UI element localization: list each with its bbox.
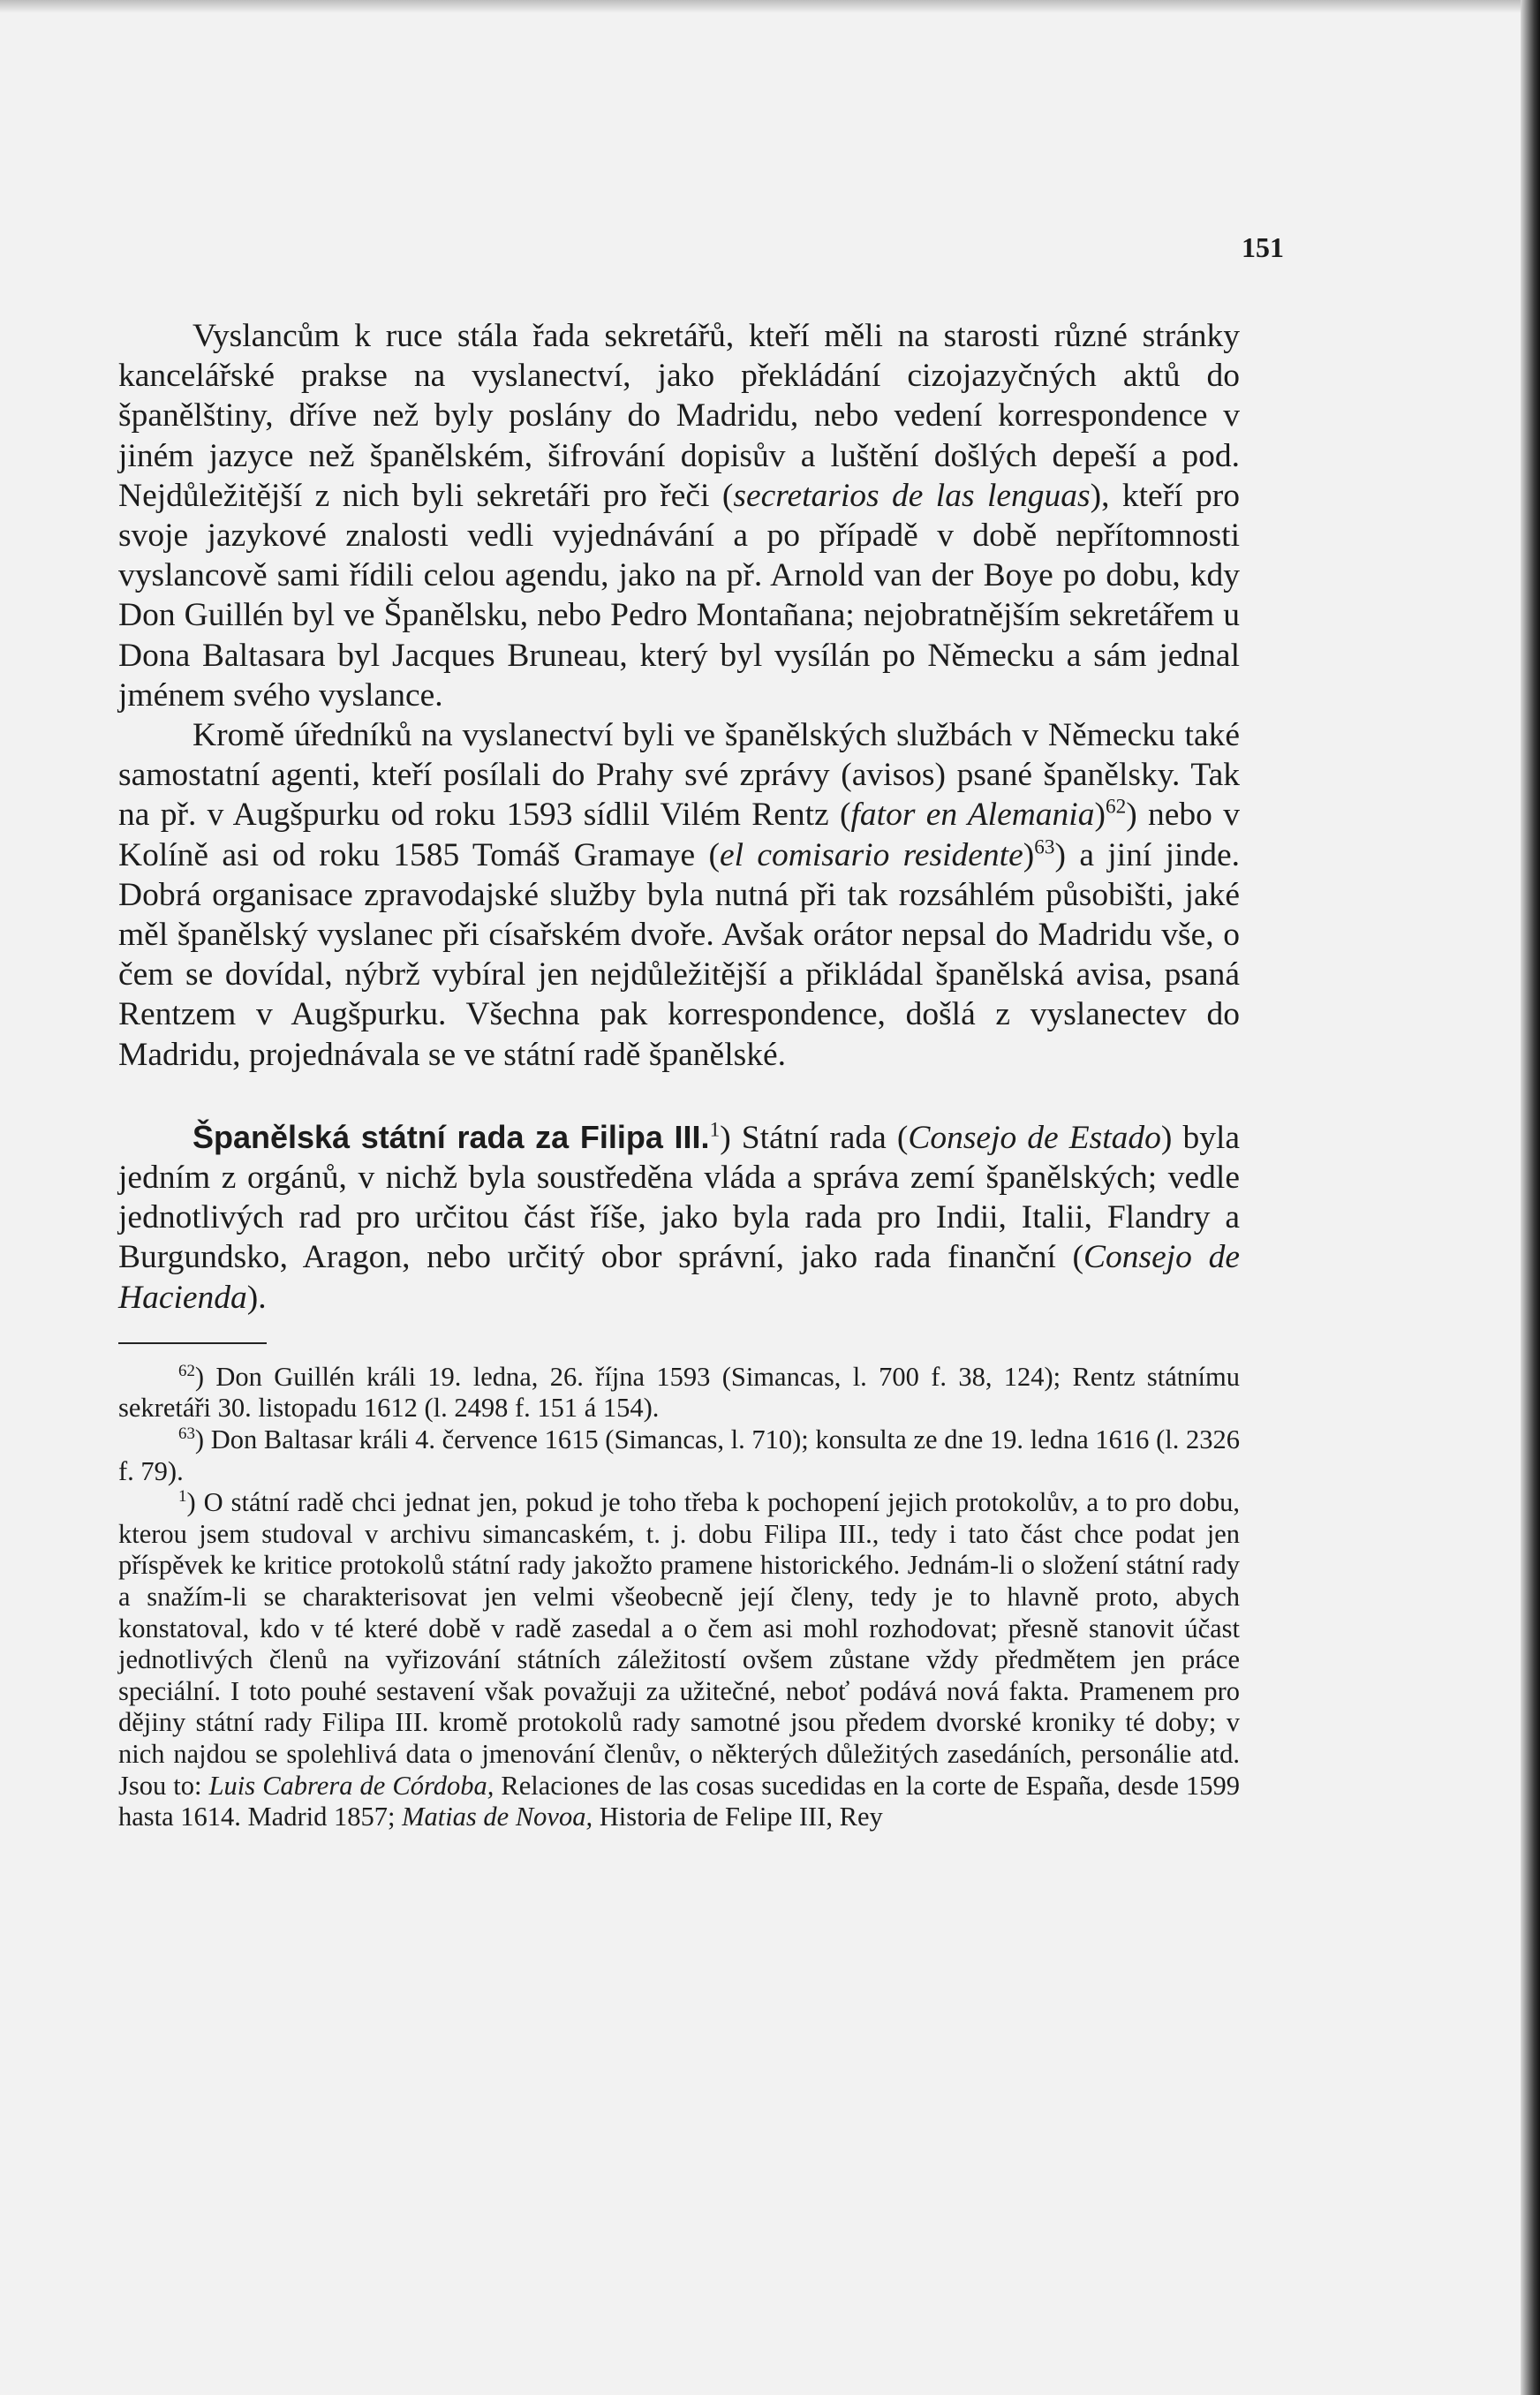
note-reference: 63: [1034, 835, 1055, 859]
footnote-1: [118, 1487, 1240, 1833]
footnote-63: [118, 1424, 1240, 1487]
scan-edge-right: [1521, 0, 1540, 2395]
section-heading: Španělská státní rada za Filipa III.: [192, 1118, 710, 1155]
footnotes: [118, 1362, 1240, 1833]
footnote-62: [118, 1362, 1240, 1424]
note-reference: 63: [178, 1424, 195, 1443]
page-body: [118, 316, 1240, 1833]
text-run: ).: [246, 1279, 267, 1316]
text-run: Vyslancům k ruce stála řada sekretářů, kteří měli na starosti různé stránky kancelářské prakse na vyslanectví, jako překládání cizojazyčných aktů do španělštiny, dříve než byly poslány do Madridu, nebo vedení korrespondence v jiném jazyce než španělském, šifrování dopisův a luštění došlých depeší a pod. Nejdůležitější z nich byli sekretáři pro řeči (: [118, 318, 1240, 514]
text-run: ) a jiní jinde. Dobrá organisace zpravodajské služby byla nutná při tak rozsáhlém působišti, jaké měl španělský vyslanec při císařském dvoře. Avšak orátor nepsal do Madridu vše, o čem se dovídal, nýbrž vybíral jen nejdůležitější a přikládal španělská avisa, psaná Rentzem v Augšpurku. Všechna pak korrespondence, došlá z vyslanectev do Madridu, projednávala se ve státní radě španělské.: [118, 836, 1240, 1073]
text-run: Luis Cabrera de Córdoba,: [208, 1770, 494, 1801]
text-run: fator en Alemania: [850, 797, 1095, 834]
text-run: ): [1094, 797, 1106, 834]
text-run: ) Don Baltasar králi 4. července 1615 (Simancas, l. 710); konsulta ze dne 19. ledna 1616 (l. 2326 f. 79).: [118, 1424, 1240, 1486]
text-run: ) nebo v Kolíně asi od roku 1585 Tomáš Gramaye (: [118, 797, 1240, 873]
text-run: ) Státní rada (: [720, 1119, 909, 1156]
text-run: Historia de Felipe III, Rey: [593, 1802, 883, 1832]
note-reference: 1: [709, 1118, 721, 1142]
text-run: Relaciones de las cosas sucedidas en la corte de España, desde 1599 hasta 1614. Madrid 1857;: [118, 1770, 1240, 1832]
text-run: Kromě úředníků na vyslanectví byli ve španělských službách v Německu také samostatní agenti, kteří posílali do Prahy své zprávy (avisos) psané španělsky. Tak na př. v Augšpurku od roku 1593 sídlil Vilém Rentz (: [118, 717, 1240, 834]
note-reference: 62: [1105, 795, 1127, 819]
text-run: ) Don Guillén králi 19. ledna, 26. října 1593 (Simancas, l. 700 f. 38, 124); Rentz státnímu sekretáři 30. listopadu 1612 (l. 2498 f. 151 á 154).: [118, 1361, 1240, 1424]
text-run: ) byla jedním z orgánů, v nichž byla soustředěna vláda a správa zemí španělských; vedle jednotlivých rad pro určitou část říše, jako byla rada pro Indii, Italii, Flandry a Burgundsko, Aragon, nebo určitý obor správní, jako rada finanční (: [118, 1119, 1241, 1276]
text-run: ): [1023, 836, 1035, 873]
text-run: Matias de Novoa,: [402, 1802, 593, 1832]
text-run: Consejo de Estado: [908, 1119, 1161, 1156]
note-reference: 62: [178, 1361, 195, 1380]
paragraph-state-council: [118, 1117, 1240, 1318]
text-run: ) O státní radě chci jednat jen, pokud je toho třeba k pochopení jejich protokolův, a to pro dobu, kterou jsem studoval v archivu simancaském, t. j. dobu Filipa III., tedy i tato část chce podat jen příspěvek ke kritice protokolů státní rady jakožto pramene historického. Jednám-li o složení státní rady a snažím-li se charakterisovat jen velmi všeobecně její členy, tedy je to hlavně proto, abych konstatoval, kdo v té které době v radě zasedal a o čem asi mohl rozhodovat; přesně stanovit účast jednotlivých členů na vyřizování státních záležitostí ovšem zůstane vždy předmětem jen práce speciální. I toto pouhé sestavení však považuji za užitečné, neboť podává nová fakta. Pramenem pro dějiny státní rady Filipa III. kromě protokolů rady samotné jsou předem dvorské kroniky té doby; v nich najdou se spolehlivá data o jmenování členův, o některých důležitých zasedáních, personálie atd. Jsou to:: [118, 1487, 1240, 1801]
text-run: el comisario residente: [719, 836, 1023, 873]
text-run: ), kteří pro svoje jazykové znalosti vedli vyjednávání a po případě v době nepřítomnosti vyslancově sami řídili celou agendu, jako na př. Arnold van der Boye po dobu, kdy Don Guillén byl ve Španělsku, nebo Pedro Montañana; nejobratnějším sekretářem u Dona Baltasara byl Jacques Bruneau, který byl vysílán po Německu a sám jednal jménem svého vyslance.: [118, 477, 1240, 714]
text-run: secretarios de las lenguas: [733, 477, 1091, 514]
text-run: Consejo de Hacienda: [118, 1239, 1240, 1316]
paragraph-agents: [118, 715, 1240, 1075]
page-number: 151: [1242, 231, 1284, 263]
note-reference: 1: [178, 1487, 187, 1507]
scan-edge-top: [0, 0, 1540, 12]
paragraph-secretaries: [118, 316, 1240, 715]
footnote-divider: [118, 1342, 267, 1344]
